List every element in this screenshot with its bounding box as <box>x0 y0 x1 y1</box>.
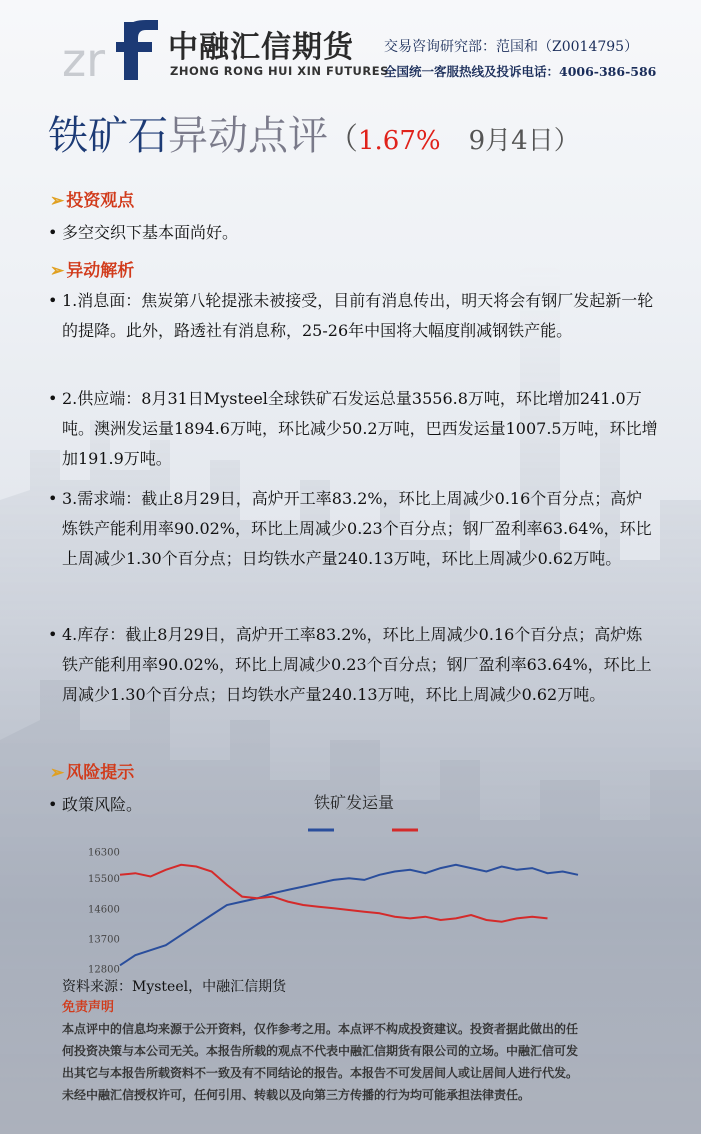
bullet-text: 2.供应端：8月31日Mysteel全球铁矿石发运总量3556.8万吨，环比增加241.0万吨。澳洲发运量1894.6万吨，环比减少50.2万吨，巴西发运量1007.5万吨，环比增加191.9万吨。 <box>62 389 658 468</box>
disclaimer-line: 未经中融汇信授权许可，任何引用、转载以及向第三方传播的行为均可能承担法律责任。 <box>62 1088 531 1102</box>
bullet-icon: • <box>48 795 58 814</box>
company-logo <box>62 16 162 84</box>
list-item <box>48 384 658 474</box>
hotline-contact: 全国统一客服热线及投诉电话：4006-386-586 <box>384 64 657 79</box>
chart-title: 铁矿发运量 <box>313 793 395 812</box>
y-tick-label: 16300 <box>88 847 120 859</box>
research-contact: 交易咨询研究部：范国和（Z0014795） <box>384 39 639 55</box>
disclaimer-line: 何投资决策与本公司无关。本报告所载的观点不代表中融汇信期货有限公司的立场。中融汇信可发 <box>62 1044 579 1058</box>
arrow-icon: ➢ <box>50 763 65 783</box>
disclaimer-title: 免责声明 <box>62 1000 115 1015</box>
disclaimer-text <box>62 1018 662 1106</box>
bullet-text: 3.需求端：截止8月29日，高炉开工率83.2%，环比上周减少0.16个百分点；高炉炼铁产能利用率90.02%，环比上周减少0.23个百分点；钢厂盈利率63.64%，环比上周减少1.30个百分点；日均铁水产量240.13万吨，环比上周减少0.62万吨。 <box>62 489 652 568</box>
title-subject: 异动点评 <box>168 113 328 159</box>
brand-name-en: ZHONG RONG HUI XIN FUTURES <box>170 64 389 78</box>
list-item <box>48 218 658 248</box>
y-tick-label: 13700 <box>88 934 120 946</box>
report-title <box>48 108 580 169</box>
list-item <box>48 286 658 346</box>
list-item <box>48 620 658 710</box>
bullet-text: 1.消息面：焦炭第八轮提涨未被接受，目前有消息传出，明天将会有钢厂发起新一轮的提降。此外，路透社有消息称，25-26年中国将大幅度削减钢铁产能。 <box>62 291 654 340</box>
title-commodity: 铁矿石 <box>48 113 168 159</box>
series-line-1 <box>120 865 578 966</box>
report-header <box>0 0 701 100</box>
section-heading-text: 风险提示 <box>66 763 135 783</box>
section-heading-view <box>50 186 134 211</box>
disclaimer-line: 出其它与本报告所载资料不一致及有不同结论的报告。本报告不可发居间人或让居间人进行代发。 <box>62 1066 579 1080</box>
bullet-icon: • <box>48 291 58 310</box>
bullet-icon: • <box>48 489 58 508</box>
brand-name-cn: 中融汇信期货 <box>168 30 354 65</box>
y-tick-label: 15500 <box>88 874 120 886</box>
bullet-text: 政策风险。 <box>62 795 143 814</box>
section-heading-text: 投资观点 <box>66 191 135 211</box>
bullet-icon: • <box>48 389 58 408</box>
shipment-line-chart <box>86 786 586 986</box>
data-source: 资料来源：Mysteel，中融汇信期货 <box>62 979 287 995</box>
arrow-icon: ➢ <box>50 261 65 281</box>
title-date: 9月4日） <box>468 126 580 156</box>
y-tick-label: 12800 <box>88 964 120 976</box>
section-heading-risk <box>50 758 134 783</box>
bullet-text: 4.库存：截止8月29日，高炉开工率83.2%，环比上周减少0.16个百分点；高炉炼铁产能利用率90.02%，环比上周减少0.23个百分点；钢厂盈利率63.64%，环比上周减少1.30个百分点；日均铁水产量240.13万吨，环比上周减少0.62万吨。 <box>62 625 652 704</box>
disclaimer-line: 本点评中的信息均来源于公开资料，仅作参考之用。本点评不构成投资建议。投资者据此做出的任 <box>62 1022 579 1036</box>
arrow-icon: ➢ <box>50 191 65 211</box>
svg-text:zr: zr <box>62 33 106 84</box>
list-item <box>48 484 658 574</box>
title-paren: （ <box>328 122 358 157</box>
bullet-icon: • <box>48 625 58 644</box>
bullet-icon: • <box>48 223 58 242</box>
title-change-percent: 1.67% <box>358 126 441 156</box>
y-tick-label: 14600 <box>88 904 120 916</box>
section-heading-analysis <box>50 256 134 281</box>
section-heading-text: 异动解析 <box>66 261 135 281</box>
series-line-2 <box>120 865 548 922</box>
bullet-text: 多空交织下基本面尚好。 <box>62 223 239 242</box>
